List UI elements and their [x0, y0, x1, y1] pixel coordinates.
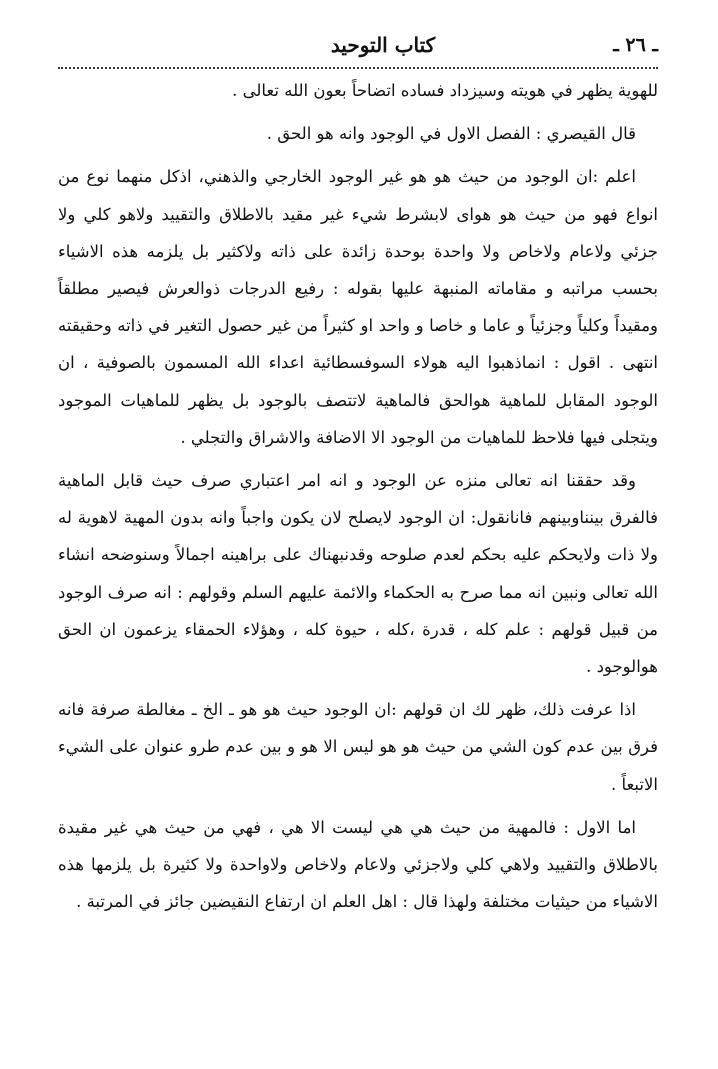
paragraph-quotation: اعلم :ان الوجود من حيث هو هو غير الوجود الخارجي والذهني، اذكل منهما نوع من انواع فهو من حيث هو هواى لابشرط شيء غير مقيد بالاطلاق والتقييد ولاهو كلي ولا جزئي ولاعام ولاخاص ولا واحدة بوحدة زائدة على ذاته ولاكثير بل يلزمه هذه الاشياء بحسب مراتبه و مقاماته المنبهة عليها بقوله : رفيع الدرجات ذوالعرش فيصير مطلقاً ومقيداً وكلياً وجزئياً و عاما و خاصا و واحد او كثيراً من غير حصول التغير في ذاته وحقيقته انتهى . اقول : انماذهبوا اليه هولاء السوفسطائية اعداء الله المسمون بالصوفية ، ان الوجود المقابل للماهية هوالحق فالماهية لاتتصف بالوجود بل يظهر للماهيات الموجود ويتجلى فيها فلاحظ للماهيات من الوجود الا الاضافة والاشراق والتجلي . [58, 167, 658, 447]
book-title: كتاب التوحيد [330, 33, 436, 57]
paragraph-qaysari-heading: قال القيصري : الفصل الاول في الوجود وانه هو الحق . [266, 124, 636, 144]
paragraph-continuation: للهوية يظهر في هويته وسيزداد فساده اتضاحاً بعون الله تعالى . [232, 81, 658, 100]
page-number: ـ ٢٦ ـ [613, 34, 658, 56]
paragraph-conclusion: اذا عرفت ذلك، ظهر لك ان قولهم :ان الوجود حيث هو هو ـ الخ ـ مغالطة صرفة فانه فرق بين عدم كون الشي من حيث هو هو ليس الا هو و بين عدم طرو عنوان على الشيء الاتبعاً . [58, 700, 658, 794]
header-divider [58, 67, 658, 69]
page-header [58, 30, 658, 64]
page-body [58, 72, 658, 926]
paragraph-first-point: اما الاول : فالمهية من حيث هي هي ليست الا هي ، فهي من حيث هي غير مقيدة بالاطلاق والتقييد ولاهي كلي ولاجزئي ولاعام ولاخاص ولاواحدة ولا كثيرة بل يلزمها هذه الاشياء من حيثيات مختلفة ولهذا قال : اهل العلم ان ارتفاع النقيضين جائز في المرتبة . [58, 817, 658, 912]
paragraph-response: وقد حققنا انه تعالى منزه عن الوجود و انه امر اعتباري صرف حيث قابل الماهية فالفرق بينناوبينهم فانانقول: ان الوجود لايصلح لان يكون واجباً وانه بدون المهية لاهوية له ولا ذات ولايحكم عليه بحكم لعدم صلوحه وقدنبهناك على براهينه اجمالاً وسنوضحه انشاء الله تعالى ونبين انه مما صرح به الحكماء والائمة عليهم السلم وقولهم : انه صرف الوجود من قبيل قولهم : علم كله ، قدرة ،كله ، حيوة كله ، وهؤلاء الحمقاء يزعمون ان الحق هوالوجود . [58, 471, 658, 677]
